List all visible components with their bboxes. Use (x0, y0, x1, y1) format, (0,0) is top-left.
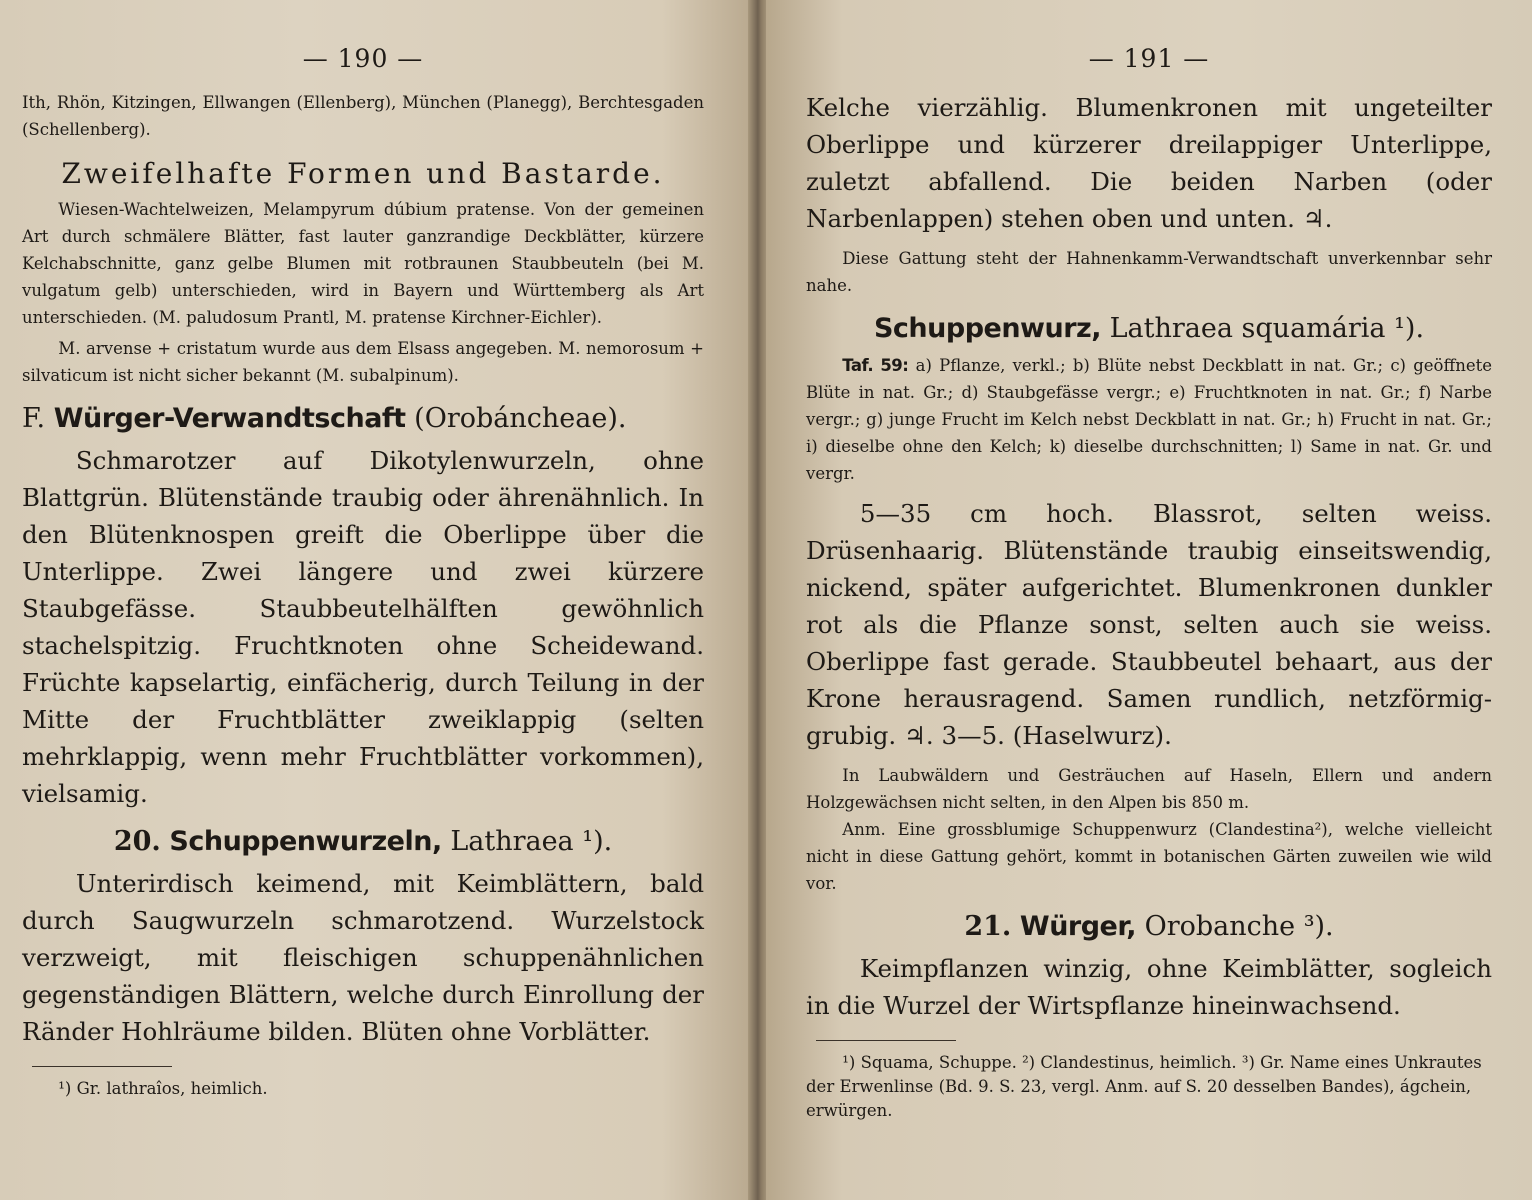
plate-description (806, 352, 1492, 487)
family-latin: (Orobáncheae). (414, 403, 627, 434)
section-heading: Zweifelhafte Formen und Bastarde. (61, 157, 665, 190)
family-letter: F. (22, 403, 46, 434)
genus-heading-20 (22, 826, 704, 857)
species-description: 5—35 cm hoch. Blassrot, selten weiss. Drüsenhaarig. Blütenstände traubig einseitswendig, nickend, später aufgerichtet. Blumenkronen dunkler rot als die Pflanze sonst, selten auch sie weiss. Oberlippe fast gerade. Staubbeutel behaart, aus der Krone herausragend. Samen rundlich, netzförmig-grubig. ♃. 3—5. (Haselwurz). (806, 499, 1492, 750)
plate-text: a) Pflanze, verkl.; b) Blüte nebst Deckblatt in nat. Gr.; c) geöffnete Blüte in nat. Gr.; d) Staubgefässe vergr.; e) Fruchtknoten in nat. Gr.; f) Narbe vergr.; g) junge Frucht im Kelch nebst Deckblatt in nat. Gr.; h) Frucht in nat. Gr.; i) dieselbe ohne den Kelch; k) dieselbe durchschnitten; l) Same in nat. Gr. und vergr. (806, 356, 1492, 483)
genus-latin: Lathraea ¹). (450, 826, 613, 857)
species-latin: Lathraea squamária ¹). (1109, 313, 1425, 344)
family-name: Würger-Verwandtschaft (53, 403, 406, 434)
genus-description-continued: Kelche vierzählig. Blumenkronen mit ungeteilter Oberlippe und kürzerer dreilappiger Unterlippe, zuletzt abfallend. Die beiden Narben (oder Narbenlappen) stehen oben und unten. ♃. (806, 93, 1492, 233)
hybrid-paragraph-1: Wiesen-Wachtelweizen, Melampyrum dúbium pratense. Von der gemeinen Art durch schmälere Blätter, fast lauter ganzrandige Deckblätter, kürzere Kelchabschnitte, ganz gelbe Blumen mit rotbraunen Staubbeuteln (bei M. vulgatum gelb) unterschieden, wird in Bayern und Württemberg als Art unterschieden. (M. paludosum Prantl, M. pratense Kirchner-Eichler). (22, 200, 704, 327)
family-heading (22, 403, 704, 434)
hybrid-paragraph-2: M. arvense + cristatum wurde aus dem Elsass angegeben. M. nemorosum + silvaticum ist nicht sicher bekannt (M. subalpinum). (22, 339, 704, 385)
annotation-text: Anm. Eine grossblumige Schuppenwurz (Clandestina²), welche vielleicht nicht in diese Gattung gehört, kommt in botanischen Gärten zuweilen wie wild vor. (806, 820, 1492, 893)
genus-latin-right: Orobanche ³). (1144, 911, 1334, 942)
page-number-right: — 191 — (1088, 44, 1210, 73)
footnote-rule-left (32, 1066, 172, 1067)
habitat-text: In Laubwäldern und Gesträuchen auf Haseln, Ellern und andern Holzgewächsen nicht selten, in den Alpen bis 850 m. (806, 766, 1492, 812)
page-number-left: — 190 — (302, 44, 424, 73)
genus-number: 20. (113, 826, 161, 857)
genus-note: Diese Gattung steht der Hahnenkamm-Verwandtschaft unverkennbar sehr nahe. (806, 249, 1492, 295)
plate-label: Taf. 59: (842, 356, 909, 375)
footnote-rule-right (816, 1040, 956, 1041)
footnote-right: ¹) Squama, Schuppe. ²) Clandestinus, heimlich. ³) Gr. Name eines Unkrautes der Erwenlinse (Bd. 9. S. 23, vergl. Anm. auf S. 20 desselben Bandes), ágchein, erwürgen. (806, 1053, 1482, 1120)
right-page (766, 0, 1532, 1200)
genus-name-right: Würger, (1019, 911, 1136, 942)
genus-description-right: Keimpflanzen winzig, ohne Keimblätter, sogleich in die Wurzel der Wirtspflanze hineinwachsend. (806, 954, 1492, 1020)
species-heading (806, 313, 1492, 344)
intro-text: Ith, Rhön, Kitzingen, Ellwangen (Ellenberg), München (Planegg), Berchtesgaden (Schellenberg). (22, 93, 704, 139)
genus-description: Unterirdisch keimend, mit Keimblättern, bald durch Saugwurzeln schmarotzend. Wurzelstock verzweigt, mit fleischigen schuppenähnlichen gegenständigen Blättern, welche durch Einrollung der Ränder Hohlräume bilden. Blüten ohne Vorblätter. (22, 869, 704, 1046)
genus-name: Schuppenwurzeln, (169, 826, 442, 857)
species-name: Schuppenwurz, (873, 313, 1102, 344)
genus-heading-21 (806, 911, 1492, 942)
footnote-left: ¹) Gr. lathraîos, heimlich. (58, 1079, 268, 1098)
left-page (0, 0, 752, 1200)
family-description: Schmarotzer auf Dikotylenwurzeln, ohne Blattgrün. Blütenstände traubig oder ährenähnlich. In den Blütenknospen greift die Oberlippe über die Unterlippe. Zwei längere und zwei kürzere Staubgefässe. Staubbeutelhälften gewöhnlich stachelspitzig. Fruchtknoten ohne Scheidewand. Früchte kapselartig, einfächerig, durch Teilung in der Mitte der Fruchtblätter zweiklappig (selten mehrklappig, wenn mehr Fruchtblätter vorkommen), vielsamig. (22, 446, 704, 808)
genus-number-right: 21. (964, 911, 1012, 942)
